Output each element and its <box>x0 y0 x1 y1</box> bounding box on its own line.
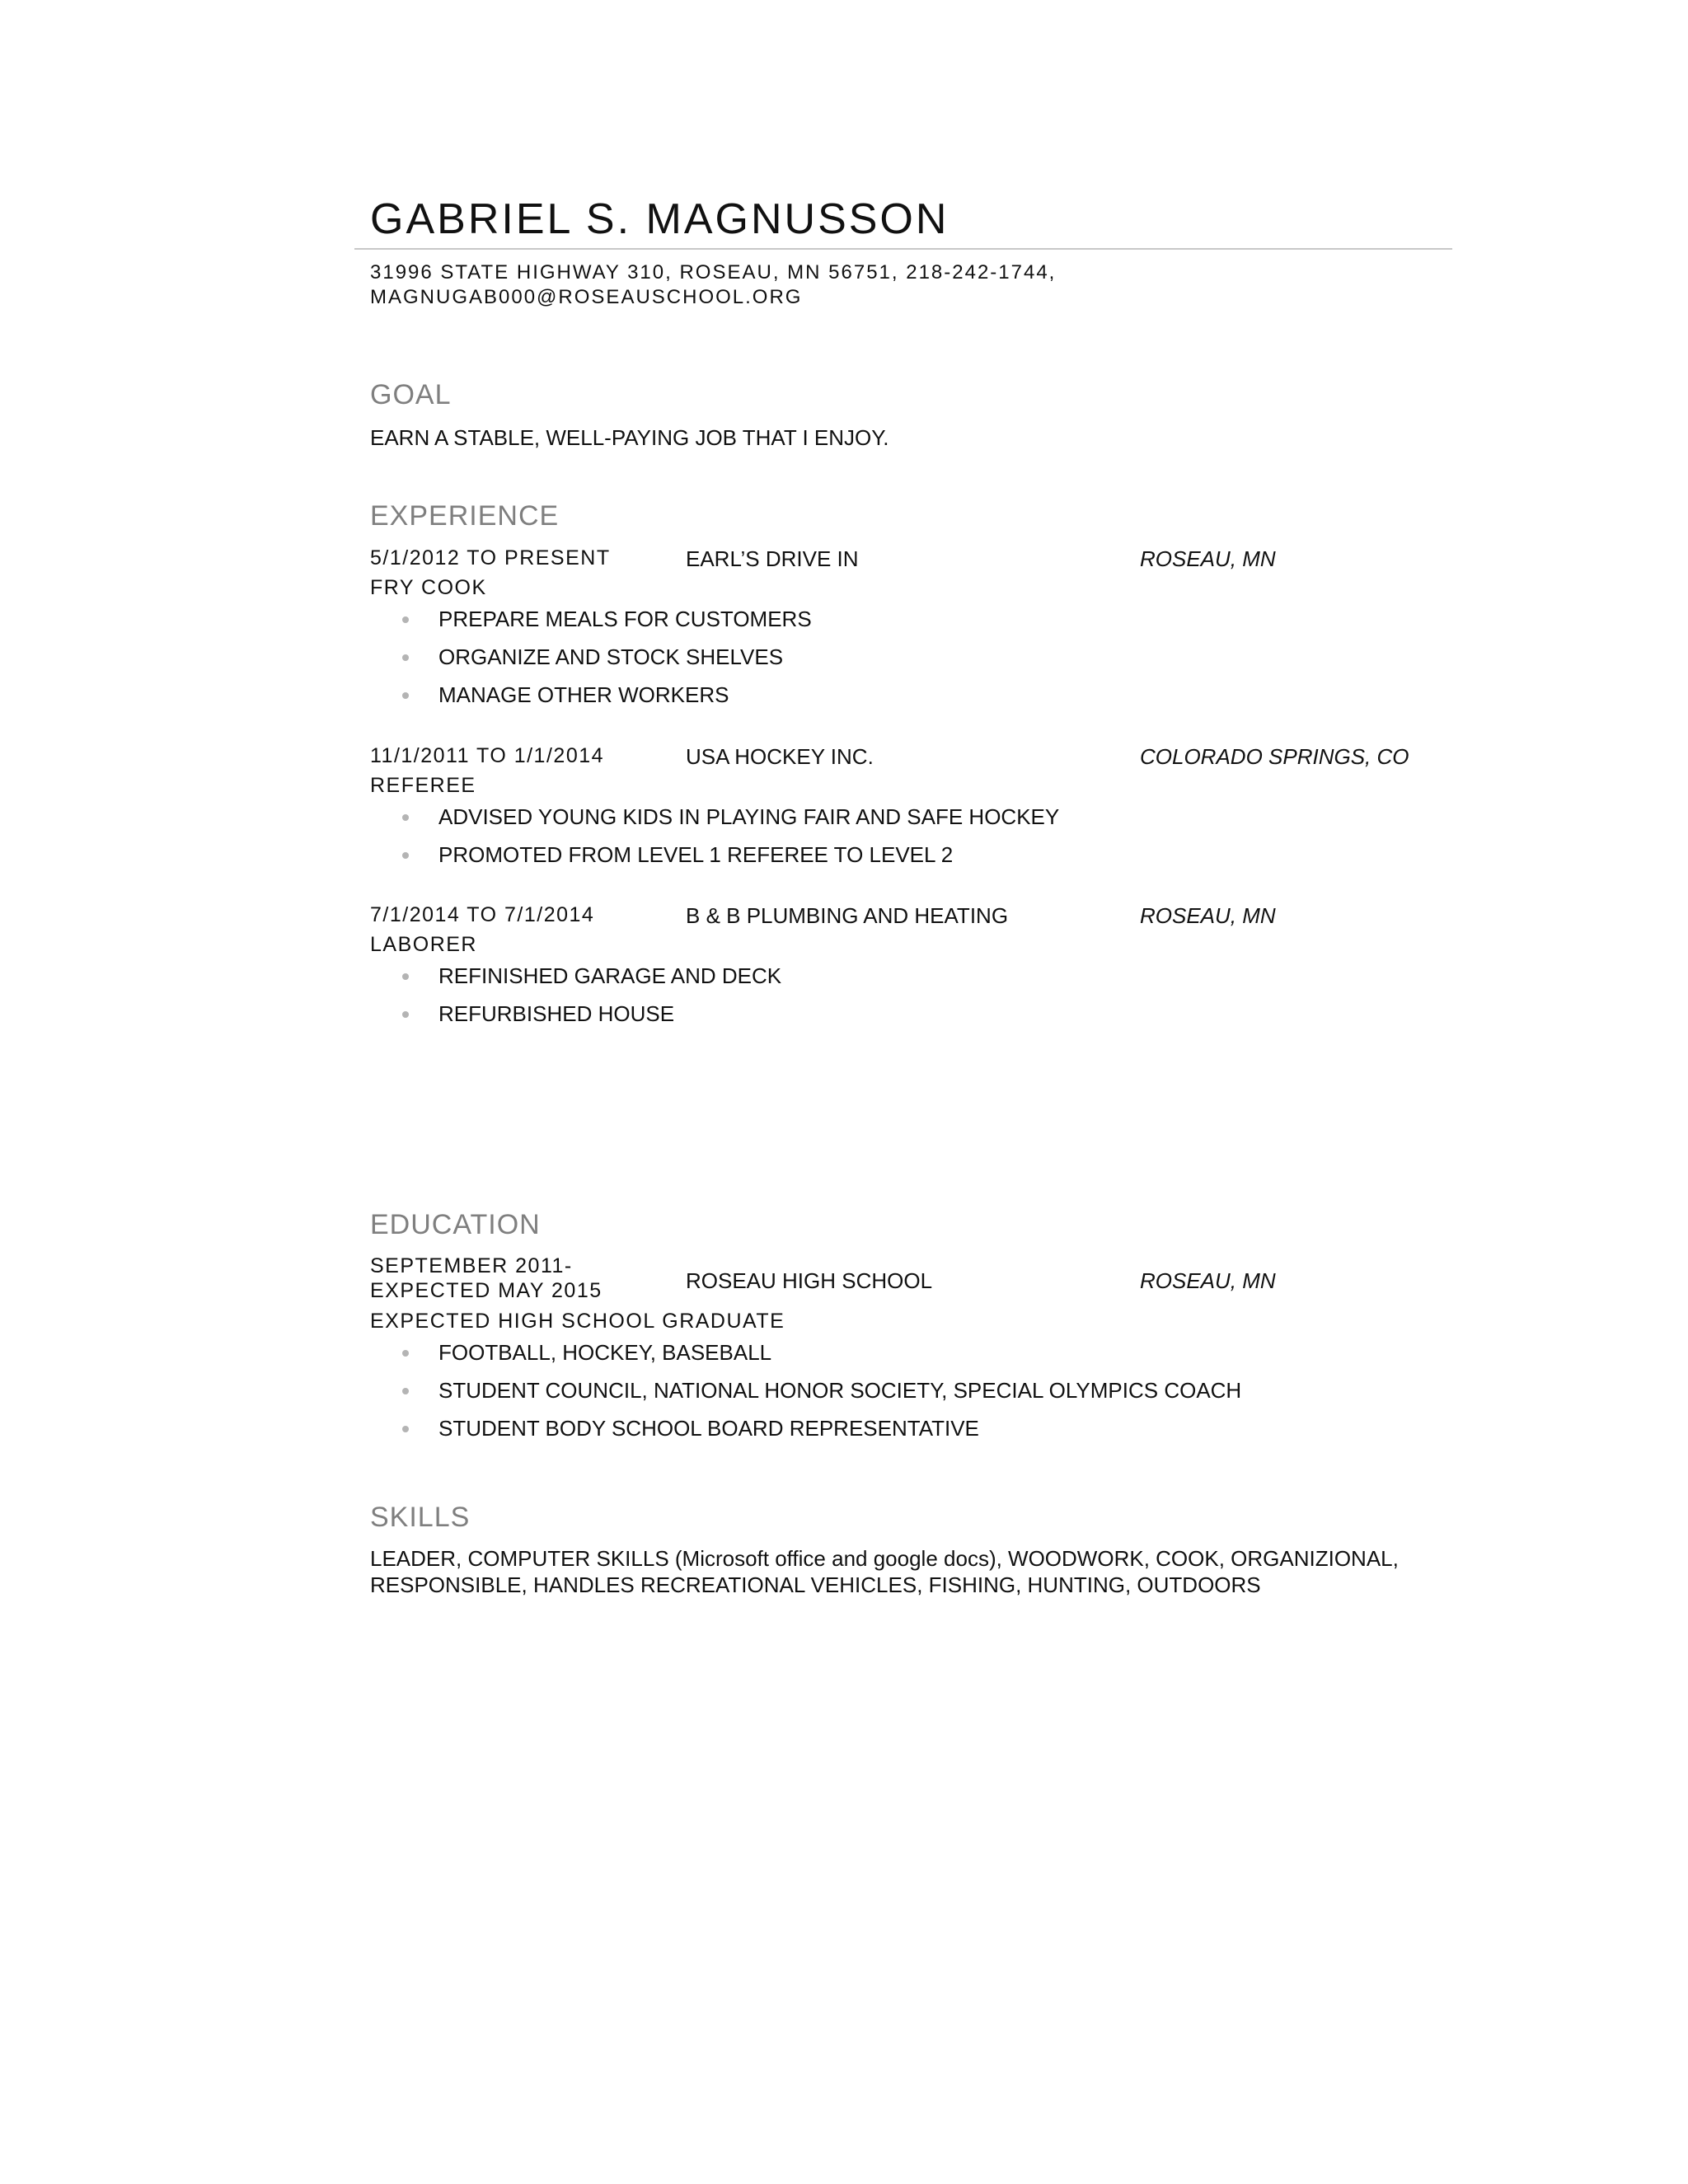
education-heading: EDUCATION <box>370 1209 541 1240</box>
job-1-role: FRY COOK <box>370 576 487 599</box>
bullet-text: FOOTBALL, HOCKEY, BASEBALL <box>438 1340 772 1365</box>
list-item <box>370 995 781 1033</box>
bullet-text: MANAGE OTHER WORKERS <box>438 682 729 707</box>
bullet-text: PROMOTED FROM LEVEL 1 REFEREE TO LEVEL 2 <box>438 842 954 867</box>
contact-info <box>370 260 1056 310</box>
job-1-location: ROSEAU, MN <box>1140 546 1276 571</box>
job-2-bullets <box>370 798 1059 874</box>
list-item <box>370 957 781 995</box>
list-item <box>370 676 812 714</box>
bullet-icon <box>402 692 409 699</box>
bullet-icon <box>402 1350 409 1357</box>
education-location: ROSEAU, MN <box>1140 1268 1276 1293</box>
bullet-text: STUDENT COUNCIL, NATIONAL HONOR SOCIETY, SPECIAL OLYMPICS COACH <box>438 1378 1242 1403</box>
skills-heading: SKILLS <box>370 1502 471 1533</box>
education-dates <box>370 1254 603 1303</box>
bullet-icon <box>402 654 409 661</box>
bullet-icon <box>402 1388 409 1394</box>
job-1-bullets <box>370 600 812 714</box>
list-item <box>370 638 812 676</box>
bullet-text: REFURBISHED HOUSE <box>438 1001 675 1026</box>
job-1-company: EARL’S DRIVE IN <box>686 546 859 571</box>
job-3-location: ROSEAU, MN <box>1140 903 1276 928</box>
job-2-location: COLORADO SPRINGS, CO <box>1140 744 1409 769</box>
list-item <box>370 798 1059 836</box>
job-3-company: B & B PLUMBING AND HEATING <box>686 903 1009 928</box>
skills-line-2: RESPONSIBLE, HANDLES RECREATIONAL VEHICLES, FISHING, HUNTING, OUTDOORS <box>370 1572 1261 1597</box>
job-2-company: USA HOCKEY INC. <box>686 744 874 769</box>
education-school: ROSEAU HIGH SCHOOL <box>686 1268 933 1293</box>
experience-heading: EXPERIENCE <box>370 500 560 532</box>
bullet-icon <box>402 814 409 821</box>
bullet-text: STUDENT BODY SCHOOL BOARD REPRESENTATIVE <box>438 1416 979 1441</box>
list-item <box>370 1371 1241 1409</box>
bullet-text: REFINISHED GARAGE AND DECK <box>438 963 782 988</box>
list-item <box>370 836 1059 874</box>
job-3-bullets <box>370 957 781 1033</box>
bullet-icon <box>402 616 409 623</box>
resume-name: GABRIEL S. MAGNUSSON <box>370 195 950 243</box>
contact-address-line: 31996 STATE HIGHWAY 310, ROSEAU, MN 56751, 218-242-1744, <box>370 261 1057 284</box>
job-2-role: REFEREE <box>370 774 476 797</box>
bullet-text: PREPARE MEALS FOR CUSTOMERS <box>438 607 812 631</box>
goal-text: EARN A STABLE, WELL-PAYING JOB THAT I ENJOY. <box>370 425 889 450</box>
skills-line-1: LEADER, COMPUTER SKILLS (Microsoft office and google docs), WOODWORK, COOK, ORGANIZIONAL, <box>370 1546 1399 1571</box>
education-degree: EXPECTED HIGH SCHOOL GRADUATE <box>370 1310 785 1333</box>
education-bullets <box>370 1333 1241 1447</box>
bullet-icon <box>402 1011 409 1018</box>
contact-email-line: MAGNUGAB000@ROSEAUSCHOOL.ORG <box>370 286 803 308</box>
bullet-text: ORGANIZE AND STOCK SHELVES <box>438 644 784 669</box>
bullet-icon <box>402 1426 409 1432</box>
name-divider <box>354 248 1452 250</box>
education-date-start: SEPTEMBER 2011- <box>370 1254 573 1277</box>
bullet-icon <box>402 852 409 859</box>
bullet-icon <box>402 973 409 980</box>
job-3-date: 7/1/2014 TO 7/1/2014 <box>370 903 595 926</box>
bullet-text: ADVISED YOUNG KIDS IN PLAYING FAIR AND SAFE HOCKEY <box>438 804 1060 829</box>
job-1-date: 5/1/2012 TO PRESENT <box>370 546 611 569</box>
goal-heading: GOAL <box>370 379 452 410</box>
education-date-end: EXPECTED MAY 2015 <box>370 1279 603 1302</box>
job-2-date: 11/1/2011 TO 1/1/2014 <box>370 744 605 767</box>
skills-text <box>370 1545 1399 1598</box>
list-item <box>370 1333 1241 1371</box>
list-item <box>370 600 812 638</box>
job-3-role: LABORER <box>370 933 477 956</box>
list-item <box>370 1409 1241 1447</box>
